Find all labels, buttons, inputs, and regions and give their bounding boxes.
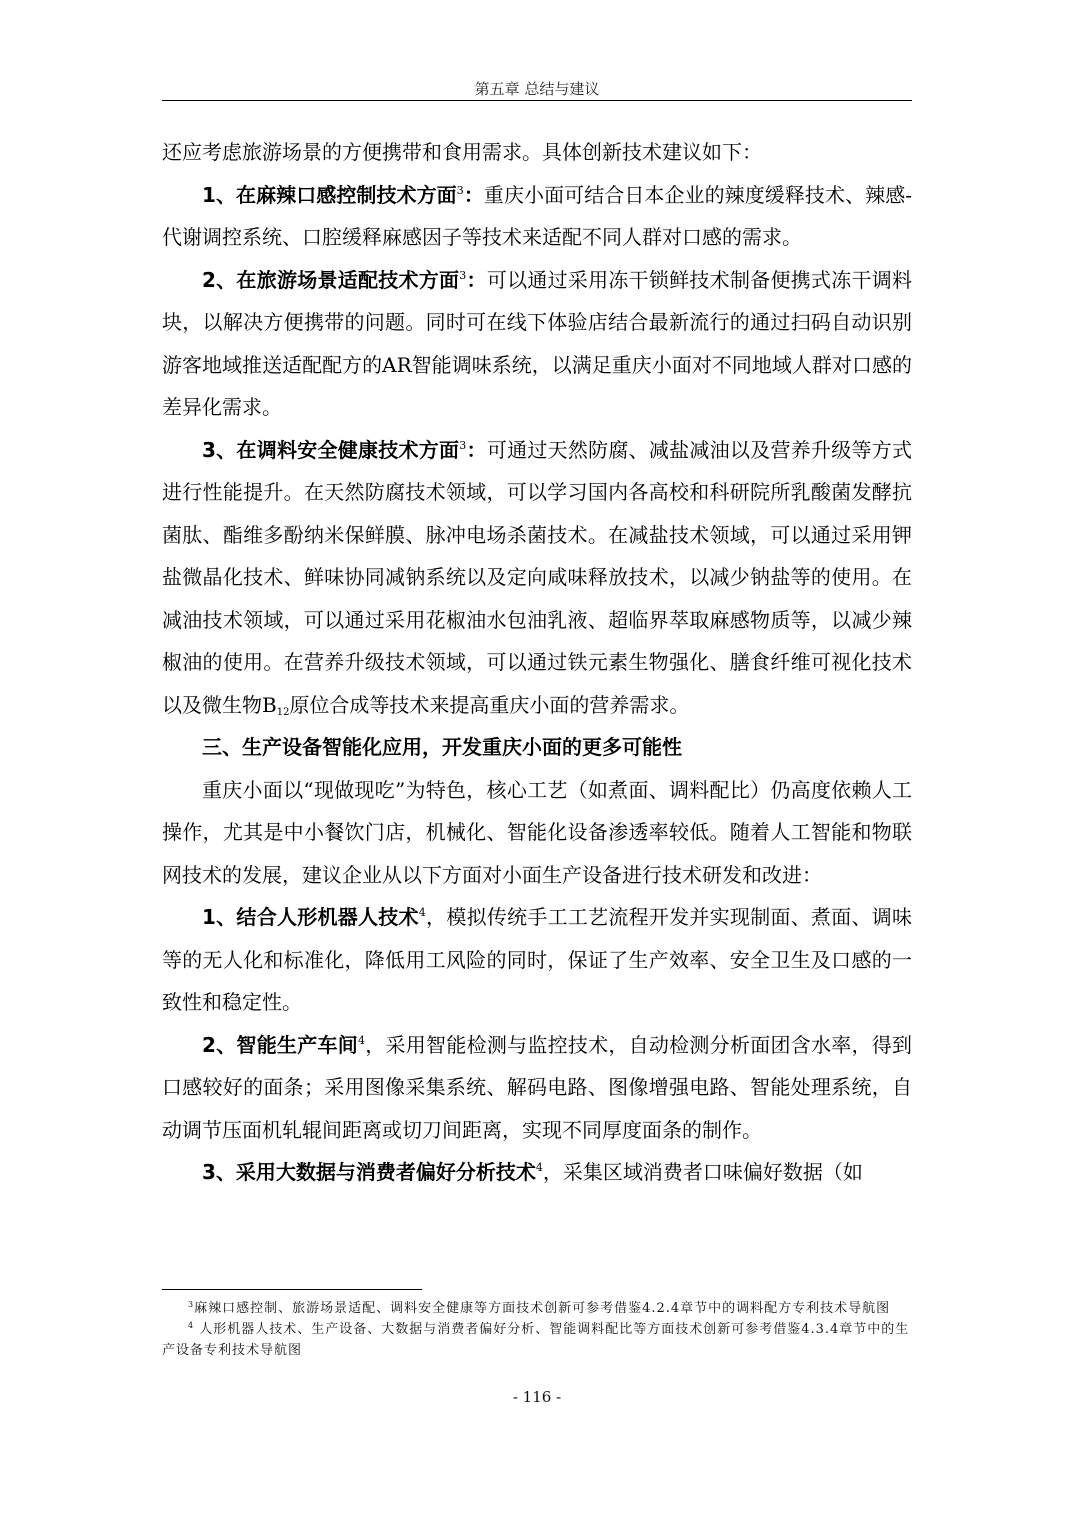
paragraph-6-heading: 2、智能生产车间: [202, 1032, 358, 1057]
paragraph-2: [162, 259, 912, 429]
page-number: - 116 -: [512, 1388, 562, 1406]
section-heading: 三、生产设备智能化应用，开发重庆小面的更多可能性: [202, 735, 682, 759]
paragraph-3-heading: 3、在调料安全健康技术方面: [202, 437, 460, 462]
paragraph-1-text: 重庆小面可结合日本企业的辣度缓释技术、辣感-代谢调控系统、口腔缓释麻感因子等技术来适配不同人群对口感的需求。: [162, 182, 913, 249]
footnote-separator: [162, 1289, 422, 1290]
paragraph-7-heading: 3、采用大数据与消费者偏好分析技术: [202, 1160, 536, 1184]
heading-punct: ，: [365, 1032, 386, 1057]
paragraph-5: [162, 896, 912, 1024]
heading-punct: ：: [463, 182, 484, 207]
paragraph-3-tail: 原位合成等技术来提高重庆小面的营养需求。: [289, 692, 690, 717]
paragraph-5-heading: 1、结合人形机器人技术: [202, 905, 419, 929]
paragraph-7: [162, 1151, 912, 1194]
paragraph-4: 重庆小面以“现做现吃”为特色，核心工艺（如煮面、调料配比）仍高度依赖人工操作，尤其是中小餐饮门店，机械化、智能化设备渗透率较低。随着人工智能和物联网技术的发展，建议企业从以下方面对小面生产设备进行技术研发和改进：: [162, 777, 912, 887]
subscript: 12: [276, 706, 290, 718]
paragraph-intro: 还应考虑旅游场景的方便携带和食用需求。具体创新技术建议如下：: [162, 140, 762, 164]
paragraph-3-text: 可通过天然防腐、减盐减油以及营养升级等方式进行性能提升。在天然防腐技术领域，可以学习国内各高校和科研院所乳酸菌发酵抗菌肽、酯维多酚纳米保鲜膜、脉冲电场杀菌技术。在减盐技术领域，可以通过采用钾盐微晶化技术、鲜味协同减钠系统以及定向咸味释放技术，以减少钠盐等的使用。在减油技术领域，可以通过采用花椒油水包油乳液、超临界萃取麻感物质等，以减少辣椒油的使用。在营养升级技术领域，可以通过铁元素生物强化、膳食纤维可视化技术以及微生物B: [162, 437, 913, 717]
paragraph-1: [162, 174, 912, 259]
footnote-ref[interactable]: 4: [358, 1033, 365, 1047]
footnote-text: 麻辣口感控制、旅游场景适配、调料安全健康等方面技术创新可参考借鉴4.2.4章节中的调料配方专利技术导航图: [194, 1301, 891, 1316]
footnote-mark: 3: [188, 1300, 195, 1309]
paragraph-6: [162, 1024, 912, 1152]
paragraph-5-text: 模拟传统手工工艺流程开发并实现制面、煮面、调味等的无人化和标准化，降低用工风险的同时，保证了生产效率、安全卫生及口感的一致性和稳定性。: [162, 905, 913, 1014]
footnote-ref[interactable]: 3: [459, 268, 467, 282]
header-rule: [162, 100, 912, 101]
paragraph-2-heading: 2、在旅游场景适配技术方面: [202, 267, 460, 292]
footnote-3: [162, 1298, 912, 1319]
running-header: 第五章 总结与建议: [474, 80, 600, 98]
footnote-ref[interactable]: 3: [459, 438, 467, 452]
paragraph-2-text: 可以通过采用冻干锁鲜技术制备便携式冻干调料块，以解决方便携带的问题。同时可在线下体验店结合最新流行的通过扫码自动识别游客地域推送适配配方的AR智能调味系统，以满足重庆小面对不同地域人群对口感的差异化需求。: [162, 267, 913, 419]
heading-punct: ：: [466, 267, 487, 292]
paragraph-7-text: 采集区域消费者口味偏好数据（如: [562, 1160, 863, 1184]
footnote-text: 人形机器人技术、生产设备、大数据与消费者偏好分析、智能调料配比等方面技术创新可参考借鉴4.3.4章节中的生产设备专利技术导航图: [162, 1322, 910, 1358]
paragraph-3: [162, 429, 912, 727]
footnotes: [162, 1298, 912, 1361]
footnote-ref[interactable]: 4: [418, 906, 426, 919]
paragraph-6-text: 采用智能检测与监控技术，自动检测分析面团含水率，得到口感较好的面条；采用图像采集系统、解码电路、图像增强电路、智能处理系统，自动调节压面机轧辊间距离或切刀间距离，实现不同厚度面条的制作。: [162, 1032, 913, 1142]
heading-punct: ，: [542, 1160, 563, 1184]
footnote-ref[interactable]: 3: [456, 183, 464, 197]
footnote-mark: 4: [188, 1321, 195, 1330]
heading-punct: ，: [425, 905, 447, 929]
heading-punct: ：: [466, 437, 487, 462]
paragraph-1-heading: 1、在麻辣口感控制技术方面: [202, 182, 457, 207]
main-text: [162, 131, 912, 1194]
footnote-4: [162, 1319, 912, 1361]
footnote-ref[interactable]: 4: [535, 1161, 543, 1174]
